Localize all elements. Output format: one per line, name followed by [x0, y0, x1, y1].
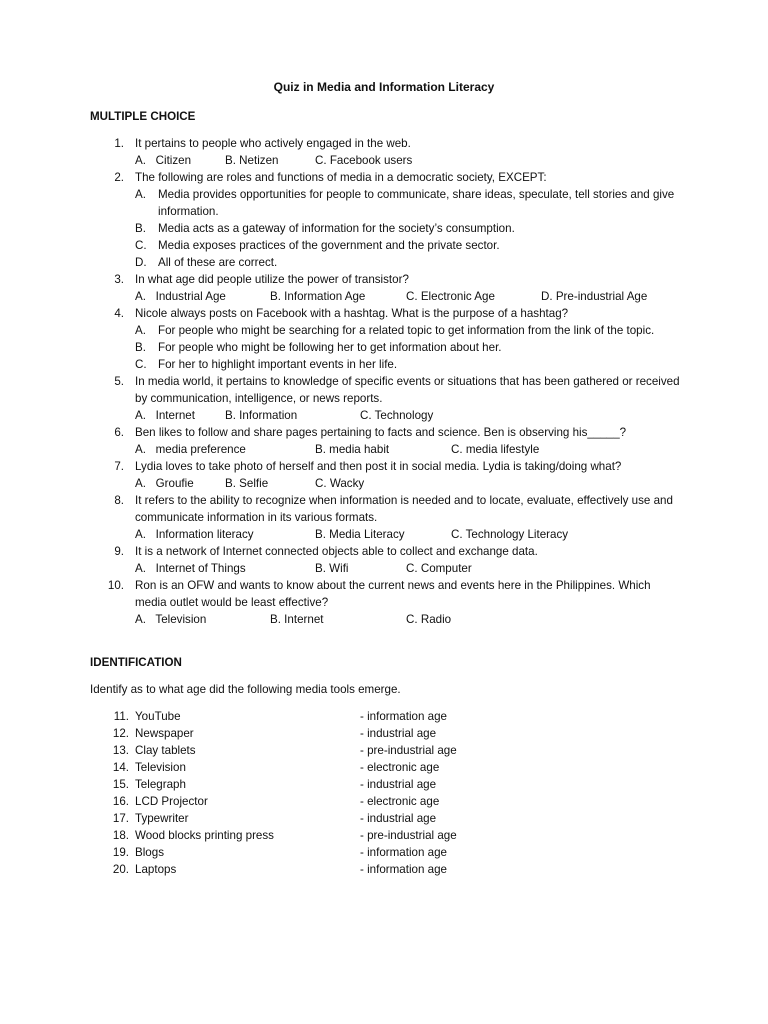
question-text: The following are roles and functions of media in a democratic society, EXCEPT: — [135, 171, 547, 184]
option-letter: C. — [135, 358, 147, 371]
answer-option: B. Information Age — [270, 290, 366, 303]
option-text: All of these are correct. — [158, 256, 278, 269]
identification-row — [0, 742, 768, 759]
answer-options — [135, 560, 683, 577]
multiple-choice-heading: MULTIPLE CHOICE — [90, 110, 196, 123]
answer-option: A. Citizen — [135, 154, 192, 167]
identification-row — [0, 844, 768, 861]
option-letter: A. — [135, 188, 146, 201]
identification-row — [0, 861, 768, 878]
item-number: 16. — [112, 795, 129, 808]
identification-row — [0, 793, 768, 810]
option-text: Media exposes practices of the government and the private sector. — [158, 239, 500, 252]
item-number: 18. — [112, 829, 129, 842]
item-number: 20. — [112, 863, 129, 876]
question-item — [0, 305, 683, 373]
age-answer: - industrial age — [360, 727, 437, 740]
age-answer: - industrial age — [360, 778, 437, 791]
option-letter: B. — [135, 222, 146, 235]
answer-option: C. Electronic Age — [406, 290, 495, 303]
item-number: 12. — [112, 727, 129, 740]
age-answer: - information age — [360, 846, 447, 859]
question-item — [0, 458, 683, 492]
question-item — [0, 373, 683, 424]
question-item — [0, 492, 683, 543]
answer-option: B. Wifi — [315, 562, 349, 575]
question-text: In media world, it pertains to knowledge of specific events or situations that has been gathered or received by communication, intelligence, or news reports. — [135, 375, 680, 405]
age-answer: - information age — [360, 710, 447, 723]
question-item — [0, 169, 683, 271]
option-text: For her to highlight important events in her life. — [158, 358, 398, 371]
question-text: Lydia loves to take photo of herself and then post it in social media. Lydia is taking/doing what? — [135, 460, 622, 473]
answer-option: A. Internet — [135, 409, 195, 422]
answer-option — [135, 322, 683, 339]
answer-option: C. media lifestyle — [451, 443, 540, 456]
answer-options — [135, 611, 683, 628]
answer-option: A. Information literacy — [135, 528, 254, 541]
age-answer: - electronic age — [360, 795, 440, 808]
media-tool: Television — [135, 761, 186, 774]
answer-option: A. Internet of Things — [135, 562, 246, 575]
item-number: 11. — [113, 710, 129, 723]
question-text: It is a network of Internet connected objects able to collect and exchange data. — [135, 545, 538, 558]
age-answer: - information age — [360, 863, 447, 876]
option-letter: B. — [135, 341, 146, 354]
identification-row — [0, 759, 768, 776]
answer-option: B. media habit — [315, 443, 390, 456]
answer-option: A. Industrial Age — [135, 290, 226, 303]
answer-option: C. Technology Literacy — [451, 528, 569, 541]
question-number: 6. — [114, 426, 124, 439]
question-number: 10. — [107, 579, 124, 592]
answer-options — [135, 288, 683, 305]
media-tool: Newspaper — [135, 727, 194, 740]
item-number: 15. — [112, 778, 129, 791]
question-item — [0, 424, 683, 458]
answer-option: B. Media Literacy — [315, 528, 405, 541]
question-item — [0, 271, 683, 305]
option-letter: C. — [135, 239, 147, 252]
age-answer: - electronic age — [360, 761, 440, 774]
question-number: 2. — [114, 171, 124, 184]
option-letter: D. — [135, 256, 147, 269]
question-number: 1. — [114, 137, 124, 150]
media-tool: Wood blocks printing press — [135, 829, 274, 842]
answer-option: A. media preference — [135, 443, 246, 456]
identification-heading: IDENTIFICATION — [90, 656, 182, 669]
answer-option — [135, 237, 683, 254]
question-number: 5. — [114, 375, 124, 388]
answer-option: D. Pre-industrial Age — [541, 290, 648, 303]
answer-option: C. Technology — [360, 409, 434, 422]
question-item — [0, 543, 683, 577]
item-number: 14. — [112, 761, 129, 774]
identification-list — [0, 708, 768, 878]
answer-option — [135, 356, 683, 373]
answer-option — [135, 220, 683, 237]
media-tool: Blogs — [135, 846, 165, 859]
age-answer: - pre-industrial age — [360, 744, 457, 757]
question-number: 9. — [114, 545, 124, 558]
option-text: Media provides opportunities for people to communicate, share ideas, speculate, tell stories and give information. — [158, 188, 675, 218]
question-text: Ron is an OFW and wants to know about the current news and events here in the Philippines. Which media outlet would be least effective? — [135, 579, 651, 609]
age-answer: - industrial age — [360, 812, 437, 825]
identification-instructions: Identify as to what age did the following media tools emerge. — [90, 683, 401, 696]
media-tool: LCD Projector — [135, 795, 208, 808]
answer-option: B. Information — [225, 409, 298, 422]
answer-option: A. Groufie — [135, 477, 194, 490]
answer-options — [135, 526, 683, 543]
age-answer: - pre-industrial age — [360, 829, 457, 842]
identification-row — [0, 810, 768, 827]
media-tool: Telegraph — [135, 778, 186, 791]
option-text: Media acts as a gateway of information for the society’s consumption. — [158, 222, 515, 235]
question-text: It refers to the ability to recognize when information is needed and to locate, evaluate, effectively use and communicate information in its various formats. — [135, 494, 673, 524]
option-text: For people who might be following her to get information about her. — [158, 341, 502, 354]
answer-option: B. Selfie — [225, 477, 269, 490]
question-number: 4. — [114, 307, 124, 320]
answer-options — [135, 475, 683, 492]
answer-option: A. Television — [135, 613, 207, 626]
identification-row — [0, 708, 768, 725]
answer-option — [135, 254, 683, 271]
item-number: 17. — [112, 812, 129, 825]
answer-option: B. Internet — [270, 613, 324, 626]
answer-options — [135, 407, 683, 424]
answer-option: C. Facebook users — [315, 154, 413, 167]
question-text: It pertains to people who actively engaged in the web. — [135, 137, 411, 150]
answer-option — [135, 339, 683, 356]
answer-option — [135, 186, 683, 220]
question-item — [0, 135, 683, 169]
question-number: 7. — [114, 460, 124, 473]
answer-option: C. Wacky — [315, 477, 365, 490]
answer-options — [135, 152, 683, 169]
multiple-choice-list — [0, 135, 768, 628]
item-number: 13. — [112, 744, 129, 757]
question-text: Ben likes to follow and share pages pertaining to facts and science. Ben is observing his_____? — [135, 426, 627, 439]
answer-option: C. Computer — [406, 562, 472, 575]
answer-option: C. Radio — [406, 613, 452, 626]
answer-option: B. Netizen — [225, 154, 279, 167]
identification-row — [0, 776, 768, 793]
media-tool: Clay tablets — [135, 744, 196, 757]
identification-row — [0, 725, 768, 742]
question-text: Nicole always posts on Facebook with a hashtag. What is the purpose of a hashtag? — [135, 307, 569, 320]
media-tool: Laptops — [135, 863, 177, 876]
question-number: 8. — [114, 494, 124, 507]
option-letter: A. — [135, 324, 146, 337]
answer-options — [135, 441, 683, 458]
media-tool: YouTube — [135, 710, 181, 723]
option-text: For people who might be searching for a related topic to get information from the link of the topic. — [158, 324, 655, 337]
media-tool: Typewriter — [135, 812, 189, 825]
item-number: 19. — [112, 846, 129, 859]
question-item — [0, 577, 683, 628]
question-number: 3. — [114, 273, 124, 286]
page-title: Quiz in Media and Information Literacy — [273, 80, 495, 94]
question-text: In what age did people utilize the power of transistor? — [135, 273, 409, 286]
identification-row — [0, 827, 768, 844]
